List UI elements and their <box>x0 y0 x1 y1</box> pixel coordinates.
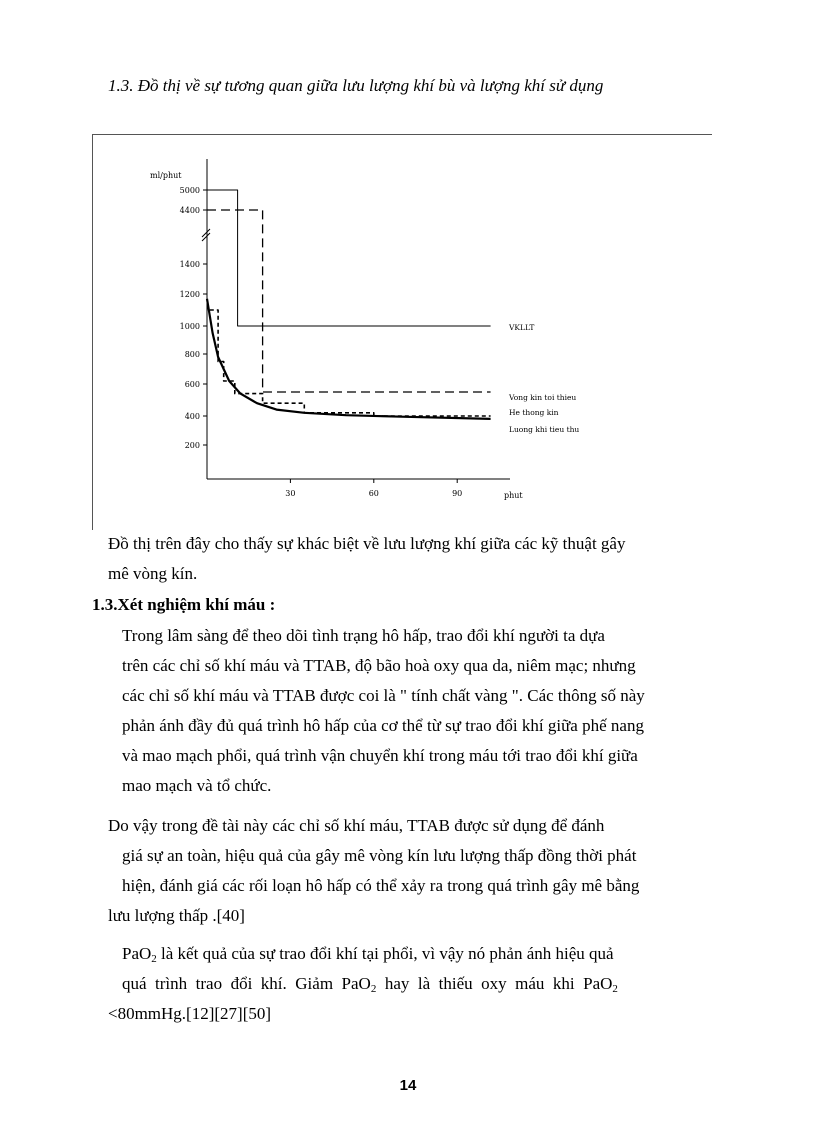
text-line: giá sự an toàn, hiệu quả của gây mê vòng kín lưu lượng thấp đồng thời phát <box>122 846 637 865</box>
paragraph-1 <box>108 621 718 801</box>
text-line: <80mmHg.[12][27][50] <box>108 1004 272 1023</box>
series-line <box>207 299 491 419</box>
subscript: 2 <box>612 983 618 995</box>
x-axis-label: phut <box>504 491 523 500</box>
text-line: trên các chỉ số khí máu và TTAB, độ bão hoà oxy qua da, niêm mạc; nhưng <box>122 656 636 675</box>
chart-figure <box>92 134 712 530</box>
paragraph-3 <box>108 939 718 1029</box>
y-tick-label: 600 <box>184 380 200 389</box>
y-tick-label: 200 <box>184 441 200 450</box>
text-line: Do vậy trong đề tài này các chỉ số khí máu, TTAB được sử dụng để đánh <box>108 816 605 835</box>
figure-caption <box>108 529 718 589</box>
legend-label: VKLLT <box>509 323 535 332</box>
text-line: các chỉ số khí máu và TTAB được coi là " tính chất vàng ". Các thông số này <box>122 686 645 705</box>
figure-heading: 1.3. Đồ thị về sự tương quan giữa lưu lượng khí bù và lượng khí sử dụng <box>108 76 604 95</box>
series-line <box>207 210 491 392</box>
subscript: 2 <box>151 953 157 965</box>
caption-line: mê vòng kín. <box>108 564 198 583</box>
x-tick-label: 30 <box>285 489 296 498</box>
x-tick-label: 90 <box>452 489 463 498</box>
y-tick-label: 400 <box>184 412 200 421</box>
chart-series <box>207 190 491 419</box>
text-line <box>108 969 718 999</box>
y-axis-label: ml/phut <box>150 171 182 180</box>
y-tick-label: 4400 <box>179 206 200 215</box>
text-line: Trong lâm sàng để theo dõi tình trạng hô hấp, trao đổi khí người ta dựa <box>122 626 605 645</box>
legend-label: Vong kin toi thieu <box>509 393 577 402</box>
text-line: và mao mạch phổi, quá trình vận chuyển khí trong máu tới trao đổi khí giữa <box>122 746 638 765</box>
y-ticks <box>180 186 207 450</box>
y-tick-label: 800 <box>184 350 200 359</box>
y-tick-label: 1200 <box>179 290 200 299</box>
text-line <box>108 939 718 969</box>
chart <box>92 134 712 530</box>
section-heading: 1.3.Xét nghiệm khí máu : <box>92 595 276 614</box>
y-tick-label: 1400 <box>179 260 200 269</box>
subscript: 2 <box>370 983 377 995</box>
x-ticks <box>285 479 462 498</box>
chart-legend <box>508 323 579 434</box>
page-number: 14 <box>399 1077 417 1094</box>
text-run: PaO <box>122 944 152 963</box>
text-run: quá trình trao đổi khí. Giảm PaO <box>122 974 371 993</box>
text-line: phản ánh đầy đủ quá trình hô hấp của cơ thể từ sự trao đổi khí giữa phế nang <box>122 716 644 735</box>
x-tick-label: 60 <box>368 489 379 498</box>
caption-line: Đồ thị trên đây cho thấy sự khác biệt về lưu lượng khí giữa các kỹ thuật gây <box>108 534 626 553</box>
text-line: mao mạch và tổ chức. <box>122 776 272 795</box>
text-run: là kết quả của sự trao đổi khí tại phổi, vì vậy nó phản ánh hiệu quả <box>156 944 614 963</box>
axis-break-icon <box>202 229 210 241</box>
text-line: lưu lượng thấp .[40] <box>108 906 245 925</box>
paragraph-2 <box>108 811 718 931</box>
legend-label: Luong khi tieu thu <box>509 425 580 434</box>
y-tick-label: 5000 <box>179 186 200 195</box>
legend-label: He thong kin <box>509 408 559 417</box>
text-run: hay là thiếu oxy máu khi PaO <box>376 974 613 993</box>
y-tick-label: 1000 <box>179 322 200 331</box>
text-line: hiện, đánh giá các rối loạn hô hấp có thể xảy ra trong quá trình gây mê bằng <box>122 876 640 895</box>
